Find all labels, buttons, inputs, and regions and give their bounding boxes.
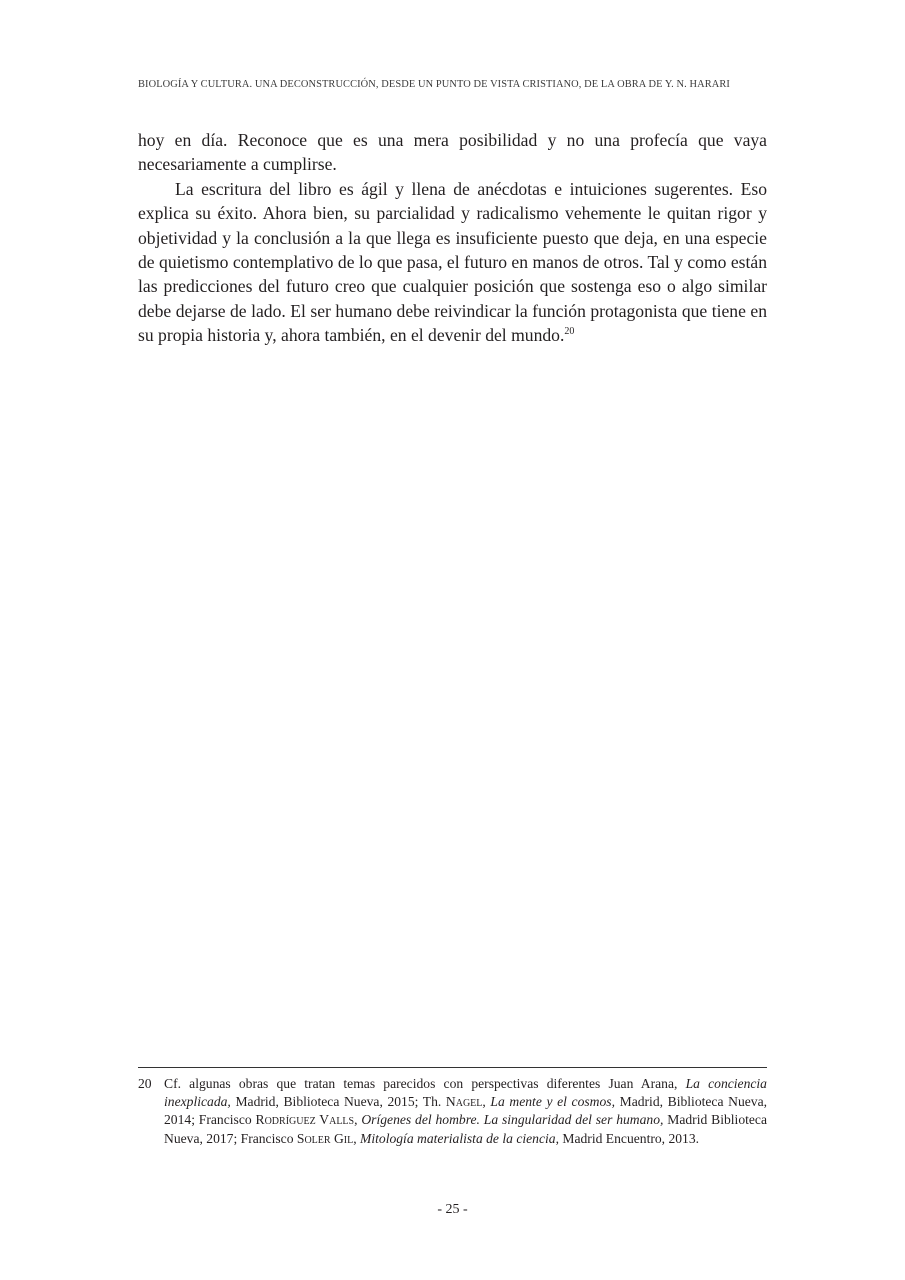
paragraph-conclusion [138,177,767,348]
footnote-segment: Madrid Biblioteca Nueva, 2017; Francisco [164,1112,767,1146]
footnote-segment: , [354,1112,362,1128]
footnote-segment: Madrid, Biblioteca Nueva, 2015; Th. [230,1094,446,1110]
running-head: BIOLOGÍA Y CULTURA. UNA DECONSTRUCCIÓN, DESDE UN PUNTO DE VISTA CRISTIANO, DE LA OBRA DE Y. N. HARARI [138,79,730,90]
footnote-segment: , [353,1130,361,1146]
author-surname: Rodríguez Valls [255,1112,355,1128]
book-title: Orígenes del hombre. La singularidad del ser humano, [361,1112,664,1128]
book-title: La conciencia inexplicada, [164,1076,767,1110]
footnote-separator [138,1067,767,1068]
footnote-number: 20 [138,1076,152,1091]
paragraph-continuation: hoy en día. Reconoce que es una mera posibilidad y no una profecía que vaya necesariamente a cumplirse. [138,130,767,175]
body-text [138,128,767,348]
footnote-reference[interactable]: 20 [564,326,575,338]
footnote-segment: Madrid, Biblioteca Nueva, 2014; Francisco [164,1094,767,1128]
author-surname: Soler Gil [296,1130,354,1146]
footnote [138,1075,767,1148]
book-title: La mente y el cosmos, [490,1094,615,1110]
page-number: - 25 - [437,1202,468,1217]
footnote-segment: , [482,1094,491,1110]
footnote-segment: , Madrid Encuentro, 2013. [555,1130,700,1146]
book-title: Mitología materialista de la ciencia [360,1130,556,1146]
footnote-text [164,1075,767,1148]
footnote-segment: Cf. algunas obras que tratan temas parecidos con perspectivas diferentes Juan Arana, [164,1076,686,1091]
paragraph-text: La escritura del libro es ágil y llena de anécdotas e intuiciones sugerentes. Eso explica su éxito. Ahora bien, su parcialidad y radicalismo vehemente le quitan rigor y objetividad y la conclusión a la que llega es insuficiente puesto que deja, en una especie de quietismo contemplativo de lo que pasa, el futuro en manos de otros. Tal y como están las predicciones del futuro creo que cualquier posición que sostenga eso o algo similar debe dejarse de lado. El ser humano debe reivindicar la función protagonista que tiene en su propia historia y, ahora también, en el devenir del mundo. [138,178,767,346]
author-surname: Nagel [445,1094,483,1110]
